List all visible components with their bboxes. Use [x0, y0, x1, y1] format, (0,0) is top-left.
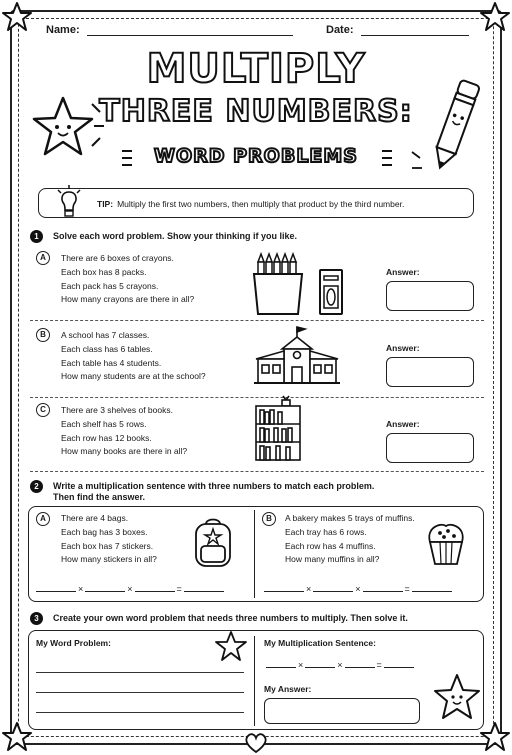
my-answer-box[interactable]	[264, 698, 420, 724]
section-1-number: 1	[30, 230, 43, 243]
tip-box	[38, 188, 474, 218]
corner-star-icon	[480, 722, 510, 752]
bookshelf-icon	[252, 396, 304, 464]
writing-line[interactable]	[36, 712, 244, 713]
writing-line[interactable]	[36, 692, 244, 693]
answer-box-b[interactable]	[386, 357, 474, 387]
corner-star-icon	[480, 2, 510, 32]
heart-icon	[244, 733, 268, 753]
problem-letter-c: C	[36, 403, 50, 417]
tip-label: TIP:	[97, 199, 114, 209]
problem-letter-a: A	[36, 251, 50, 265]
panel-divider	[254, 510, 255, 598]
corner-star-icon	[2, 2, 32, 32]
sparkle-lines-icon	[88, 100, 108, 150]
lightbulb-icon	[54, 184, 84, 220]
date-field[interactable]	[326, 24, 469, 36]
multiplication-sentence-label: My Multiplication Sentence:	[264, 638, 376, 648]
answer-label-b: Answer:	[386, 343, 420, 353]
title-line-2: THREE NUMBERS:	[99, 94, 413, 129]
section-2-heading-line-2: Then find the answer.	[53, 492, 146, 502]
sentence-line-2a[interactable]: × × =	[34, 584, 226, 594]
title-line-3: WORD PROBLEMS	[154, 145, 358, 167]
sentence-line-2b[interactable]: × × =	[262, 584, 454, 594]
my-answer-label: My Answer:	[264, 684, 312, 694]
section-3-number: 3	[30, 612, 43, 625]
pencil-icon	[430, 74, 478, 184]
muffin-icon	[424, 520, 468, 566]
writing-line[interactable]	[36, 672, 244, 673]
problem-2a-letter: A	[36, 512, 50, 526]
answer-label-c: Answer:	[386, 419, 420, 429]
problem-b-text: A school has 7 classes. Each class has 6 tables. Each table has 4 students. How many students are at the school?	[61, 330, 206, 382]
dash-lines-icon	[380, 148, 394, 168]
answer-label-a: Answer:	[386, 267, 420, 277]
school-building-icon	[252, 325, 342, 387]
problem-2b-letter: B	[262, 512, 276, 526]
dash-lines-icon	[120, 148, 134, 168]
backpack-icon	[190, 516, 236, 568]
smiling-star-icon	[30, 94, 96, 160]
answer-box-a[interactable]	[386, 281, 474, 311]
problem-a-text: There are 6 boxes of crayons. Each box has 8 packs. Each pack has 5 crayons. How many crayons are there in all?	[61, 253, 195, 305]
title-line-1: MULTIPLY	[146, 46, 366, 92]
crayon-box-icon	[250, 252, 346, 316]
panel-divider	[254, 636, 255, 726]
sparkle-lines-icon	[410, 148, 430, 178]
star-icon	[214, 630, 248, 662]
section-1-heading: Solve each word problem. Show your thinking if you like.	[53, 231, 298, 241]
answer-box-c[interactable]	[386, 433, 474, 463]
divider	[30, 471, 484, 472]
divider	[30, 320, 484, 321]
sentence-line-3[interactable]: × × =	[264, 660, 416, 670]
smiling-star-icon	[432, 672, 482, 722]
section-3-heading: Create your own word problem that needs three numbers to multiply. Then solve it.	[53, 613, 408, 623]
corner-star-icon	[2, 722, 32, 752]
problem-letter-b: B	[36, 328, 50, 342]
section-2-number: 2	[30, 480, 43, 493]
name-field[interactable]	[46, 24, 293, 36]
problem-2b-text: A bakery makes 5 trays of muffins. Each tray has 6 rows. Each row has 4 muffins. How many muffins in all?	[285, 513, 415, 565]
name-label: Name:	[46, 24, 80, 36]
date-blank[interactable]	[361, 35, 469, 36]
name-blank[interactable]	[87, 35, 293, 36]
section-2-heading-line-1: Write a multiplication sentence with three numbers to match each problem.	[53, 481, 375, 491]
problem-2a-text: There are 4 bags. Each bag has 3 boxes. Each box has 7 stickers. How many stickers in all?	[61, 513, 157, 565]
date-label: Date:	[326, 24, 354, 36]
word-problem-label: My Word Problem:	[36, 638, 111, 648]
problem-c-text: There are 3 shelves of books. Each shelf has 5 rows. Each row has 12 books. How many books are there in all?	[61, 405, 188, 457]
tip-text: Multiply the first two numbers, then multiply that product by the third number.	[117, 199, 405, 209]
